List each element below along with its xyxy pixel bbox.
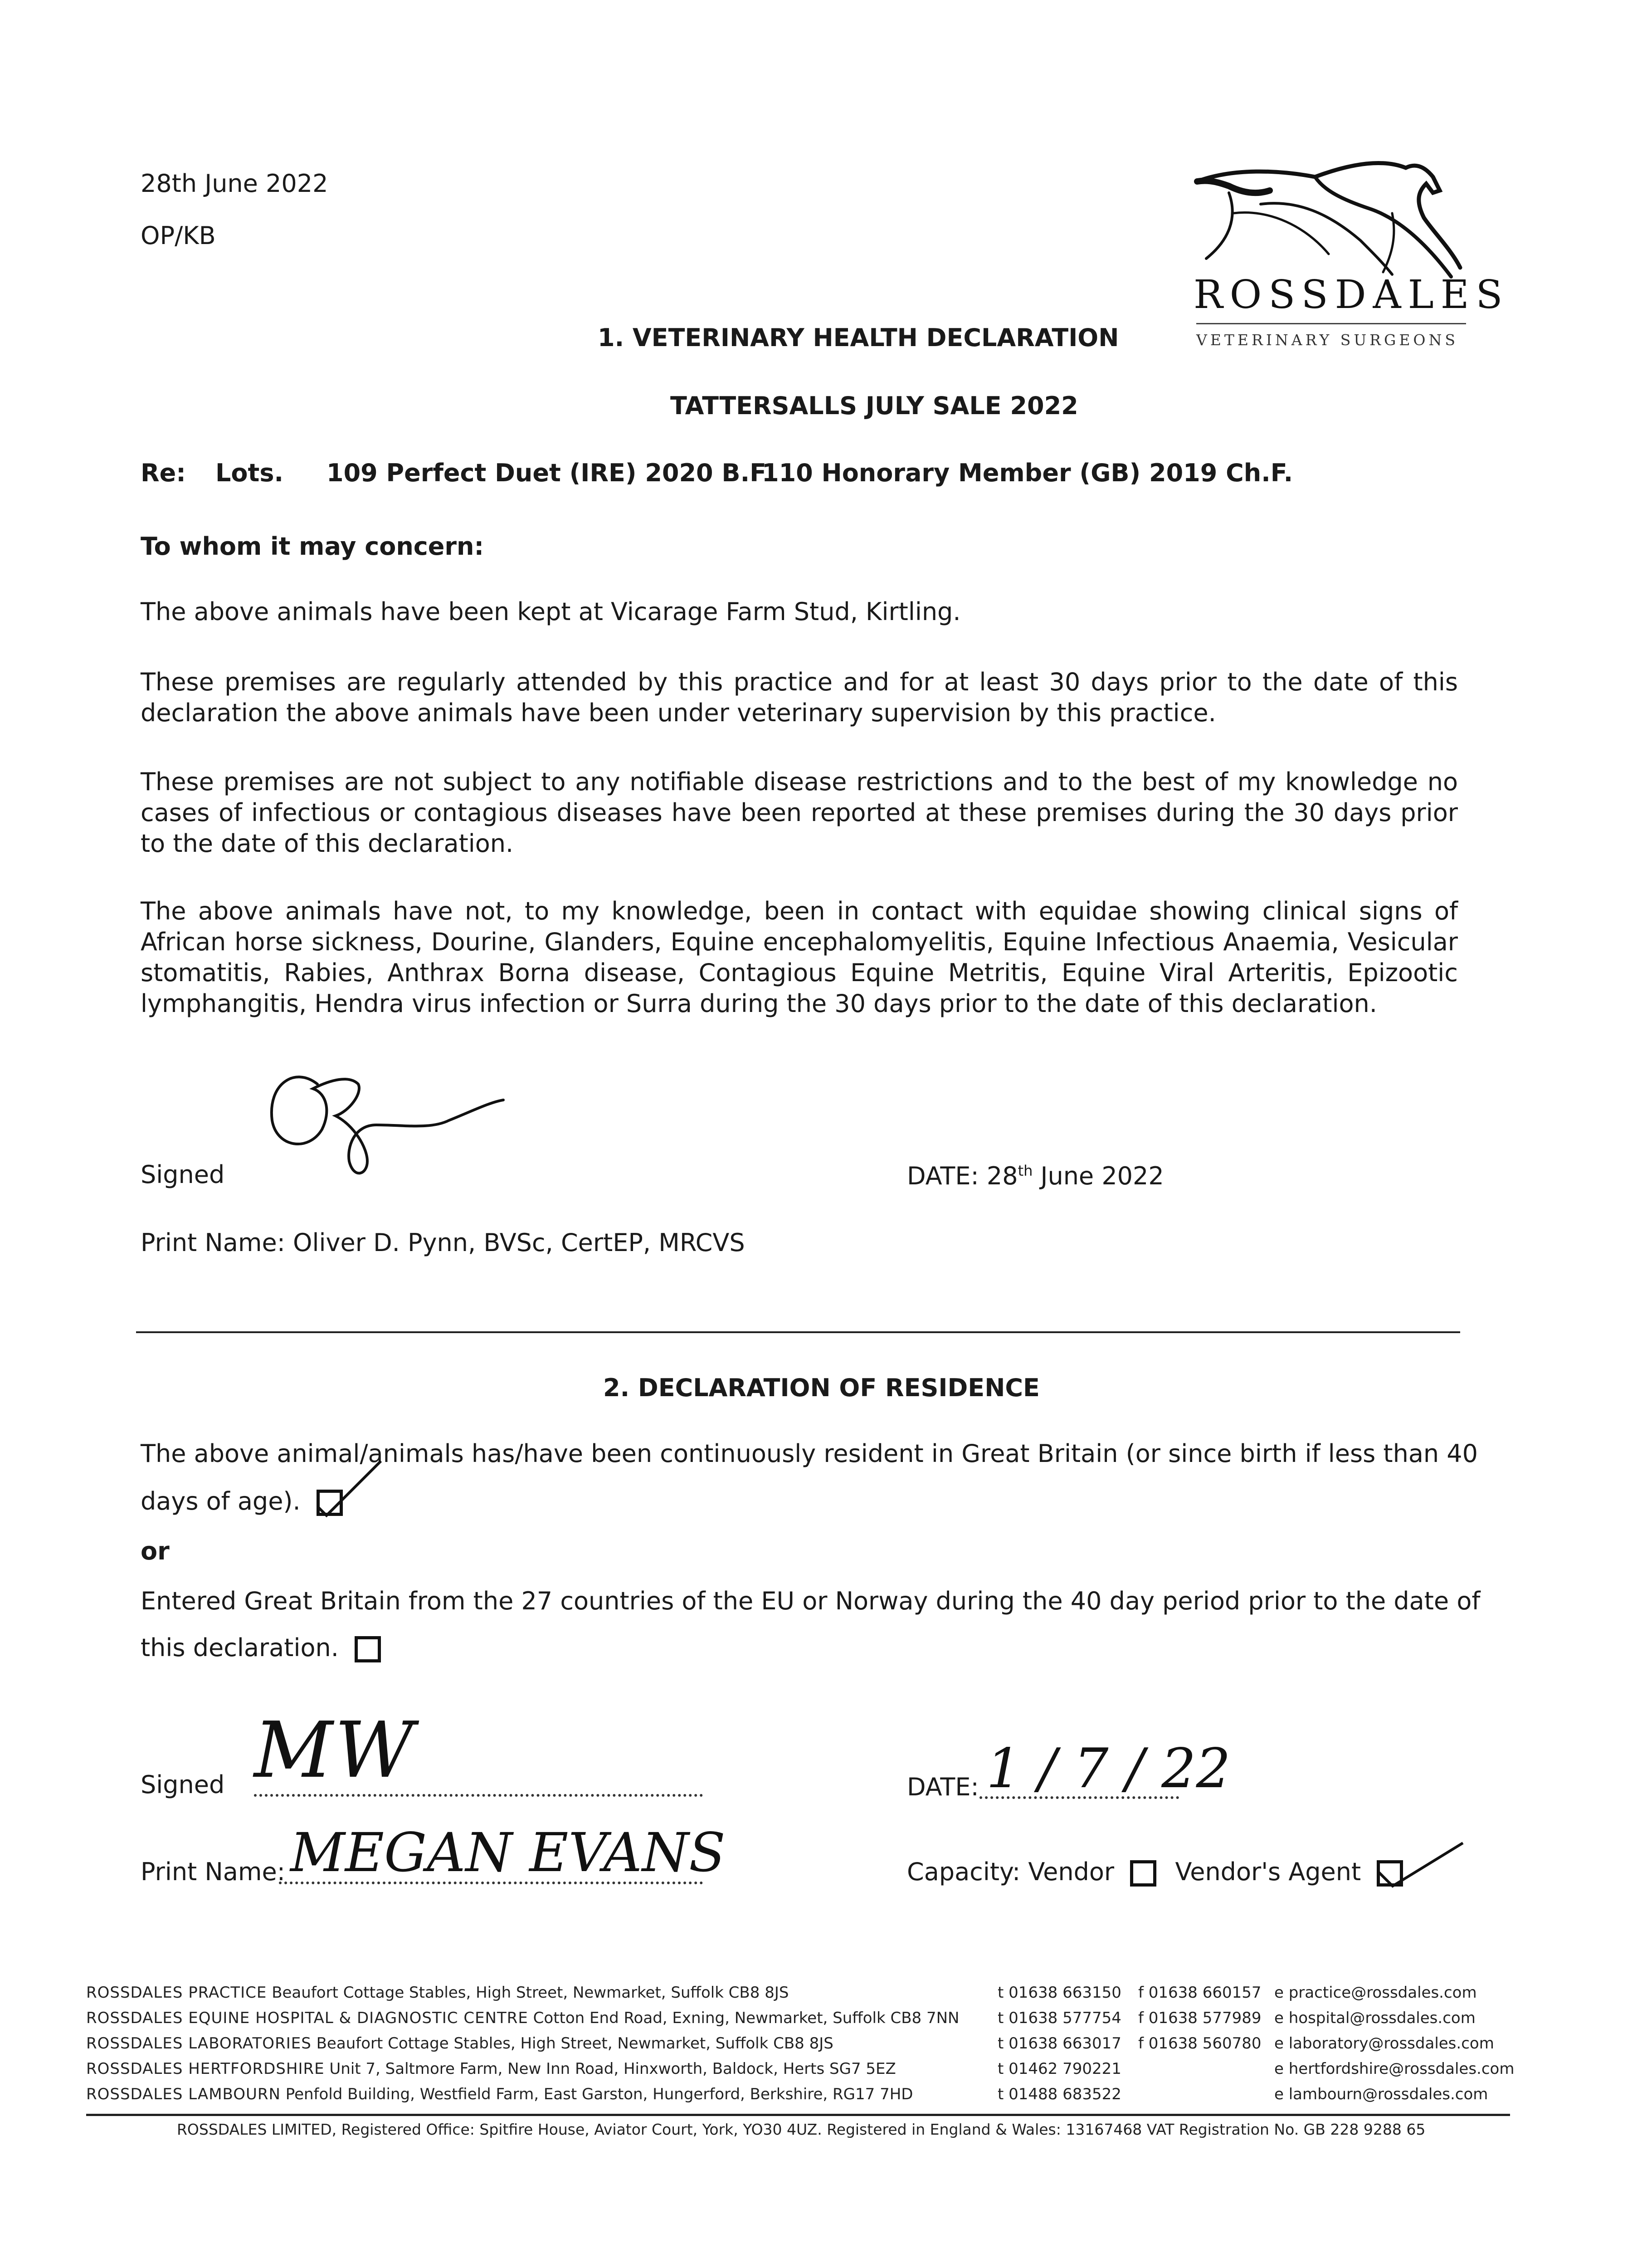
- letter-date: 28th June 2022: [141, 169, 328, 198]
- letter-reference: OP/KB: [141, 221, 216, 250]
- footer-row: [86, 2082, 1569, 2107]
- capacity-row: [907, 1856, 1403, 1887]
- footer-phone: t 01638 663150: [998, 1984, 1121, 2002]
- residence-option1-text: days of age).: [141, 1487, 301, 1515]
- footer-phone: t 01462 790221: [998, 2060, 1121, 2078]
- capacity-label: Capacity: Vendor: [907, 1857, 1115, 1886]
- footer-email: e hospital@rossdales.com: [1274, 2009, 1476, 2027]
- residence-option2-text: this declaration.: [141, 1633, 339, 1662]
- registered-office: ROSSDALES LIMITED, Registered Office: Spitfire House, Aviator Court, York, YO30 4UZ. Registered in England & Wales: 13167468 VAT Registration No. GB 228 9288 65: [177, 2121, 1426, 2138]
- footer-email: e lambourn@rossdales.com: [1274, 2085, 1488, 2103]
- footer-row: [86, 2005, 1569, 2031]
- print-name-label-2: Print Name:: [141, 1857, 285, 1886]
- logo-name: ROSSDALES: [1194, 272, 1510, 318]
- vendors-agent-checkbox[interactable]: [1377, 1860, 1403, 1887]
- footer-site-address: Penfold Building, Westfield Farm, East Garston, Hungerford, Berkshire, RG17 7HD: [285, 2085, 913, 2103]
- checkmark-icon: [315, 1457, 383, 1525]
- signature-megan-evans: MW: [254, 1706, 416, 1795]
- galloping-horse-icon: [1179, 150, 1474, 286]
- footer-site-label: ROSSDALES LABORATORIES: [86, 2034, 312, 2053]
- section2-title: 2. DECLARATION OF RESIDENCE: [603, 1374, 1040, 1402]
- footer-site-address: Beaufort Cottage Stables, High Street, Newmarket, Suffolk CB8 8JS: [272, 1984, 789, 2002]
- footer-email: e hertfordshire@rossdales.com: [1274, 2060, 1515, 2078]
- section1-subtitle: TATTERSALLS JULY SALE 2022: [670, 391, 1078, 420]
- footer-row: [86, 2056, 1569, 2082]
- salutation: To whom it may concern:: [141, 532, 484, 561]
- footer-divider: [86, 2114, 1510, 2116]
- signed-label-2: Signed: [141, 1770, 225, 1799]
- eu-entry-checkbox[interactable]: [355, 1636, 381, 1662]
- signature-oliver-pynn: [258, 1057, 512, 1184]
- footer-site-label: ROSSDALES LAMBOURN: [86, 2085, 281, 2103]
- lots-label: Lots.: [215, 459, 283, 487]
- signed-label-1: Signed: [141, 1160, 225, 1189]
- vendors-agent-label: Vendor's Agent: [1175, 1857, 1361, 1886]
- handwritten-date: 1 / 7 / 22: [986, 1737, 1231, 1800]
- residence-option1-line2: [141, 1486, 343, 1517]
- paragraph-supervision: These premises are regularly attended by this practice and for at least 30 days prior to the date of this declaration the above animals have been under veterinary supervision by this practice.: [141, 668, 1458, 727]
- footer-fax: f 01638 577989: [1138, 2009, 1262, 2027]
- footer-phone: t 01488 683522: [998, 2085, 1121, 2103]
- footer-site-address: Cotton End Road, Exning, Newmarket, Suffolk CB8 7NN: [533, 2009, 960, 2027]
- footer-site-address: Beaufort Cottage Stables, High Street, Newmarket, Suffolk CB8 8JS: [316, 2034, 833, 2053]
- vendor-checkbox[interactable]: [1130, 1860, 1156, 1887]
- residence-option2-line1: Entered Great Britain from the 27 countries of the EU or Norway during the 40 day period prior to the date of: [141, 1587, 1481, 1615]
- section2-date-label: DATE:: [907, 1773, 979, 1801]
- footer-addresses: [86, 1980, 1569, 2107]
- footer-row: [86, 2031, 1569, 2056]
- footer-site-label: ROSSDALES HERTFORDSHIRE: [86, 2060, 325, 2078]
- rossdales-logo: [1179, 150, 1510, 363]
- footer-row: [86, 1980, 1569, 2005]
- section1-date-suffix: th: [1018, 1162, 1033, 1179]
- resident-checkbox[interactable]: [317, 1490, 343, 1516]
- section1-date-label: DATE: 28: [907, 1162, 1018, 1190]
- footer-site-label: ROSSDALES PRACTICE: [86, 1984, 267, 2002]
- footer-email: e laboratory@rossdales.com: [1274, 2034, 1494, 2053]
- footer-fax: f 01638 660157: [1138, 1984, 1262, 2002]
- paragraph-premises: The above animals have been kept at Vicarage Farm Stud, Kirtling.: [141, 597, 961, 626]
- lot-110: 110 Honorary Member (GB) 2019 Ch.F.: [762, 459, 1293, 487]
- section1-date: [907, 1160, 1164, 1192]
- footer-site-label: ROSSDALES EQUINE HOSPITAL & DIAGNOSTIC CENTRE: [86, 2009, 528, 2027]
- section1-date-rest: June 2022: [1033, 1162, 1164, 1190]
- footer-email: e practice@rossdales.com: [1274, 1984, 1477, 2002]
- residence-option2-line2: [141, 1632, 381, 1663]
- logo-tagline: VETERINARY SURGEONS: [1196, 331, 1458, 349]
- logo-divider: [1196, 323, 1466, 324]
- paragraph-restrictions: These premises are not subject to any notifiable disease restrictions and to the best of my knowledge no cases of infectious or contagious diseases have been reported at these premises during the 30 days prior to the date of this declaration.: [141, 767, 1458, 858]
- footer-fax: f 01638 560780: [1138, 2034, 1262, 2053]
- paragraph-contact: The above animals have not, to my knowledge, been in contact with equidae showing clinical signs of African horse sickness, Dourine, Glanders, Equine encephalomyelitis, Equine Infectious Anaemia, Vesicular stomatitis, Rabies, Anthrax Borna disease, Contagious Equine Metritis, Equine Viral Arteritis, Epizootic lymphangitis, Hendra virus infection or Surra during the 30 days prior to the date of this declaration.: [141, 897, 1458, 1018]
- footer-site-address: Unit 7, Saltmore Farm, New Inn Road, Hinxworth, Baldock, Herts SG7 5EZ: [329, 2060, 896, 2078]
- section1-title: 1. VETERINARY HEALTH DECLARATION: [598, 323, 1119, 352]
- section-divider: [136, 1331, 1460, 1333]
- residence-option1-line1: The above animal/animals has/have been continuously resident in Great Britain (or since birth if less than 40: [141, 1439, 1478, 1468]
- footer-phone: t 01638 577754: [998, 2009, 1121, 2027]
- re-label: Re:: [141, 459, 186, 487]
- lot-109: 109 Perfect Duet (IRE) 2020 B.F: [326, 459, 766, 487]
- footer-phone: t 01638 663017: [998, 2034, 1121, 2053]
- checkmark-icon: [1374, 1836, 1465, 1895]
- print-name-oliver: Print Name: Oliver D. Pynn, BVSc, CertEP, MRCVS: [141, 1228, 745, 1257]
- or-label: or: [141, 1537, 170, 1565]
- handwritten-name: MEGAN EVANS: [290, 1821, 726, 1884]
